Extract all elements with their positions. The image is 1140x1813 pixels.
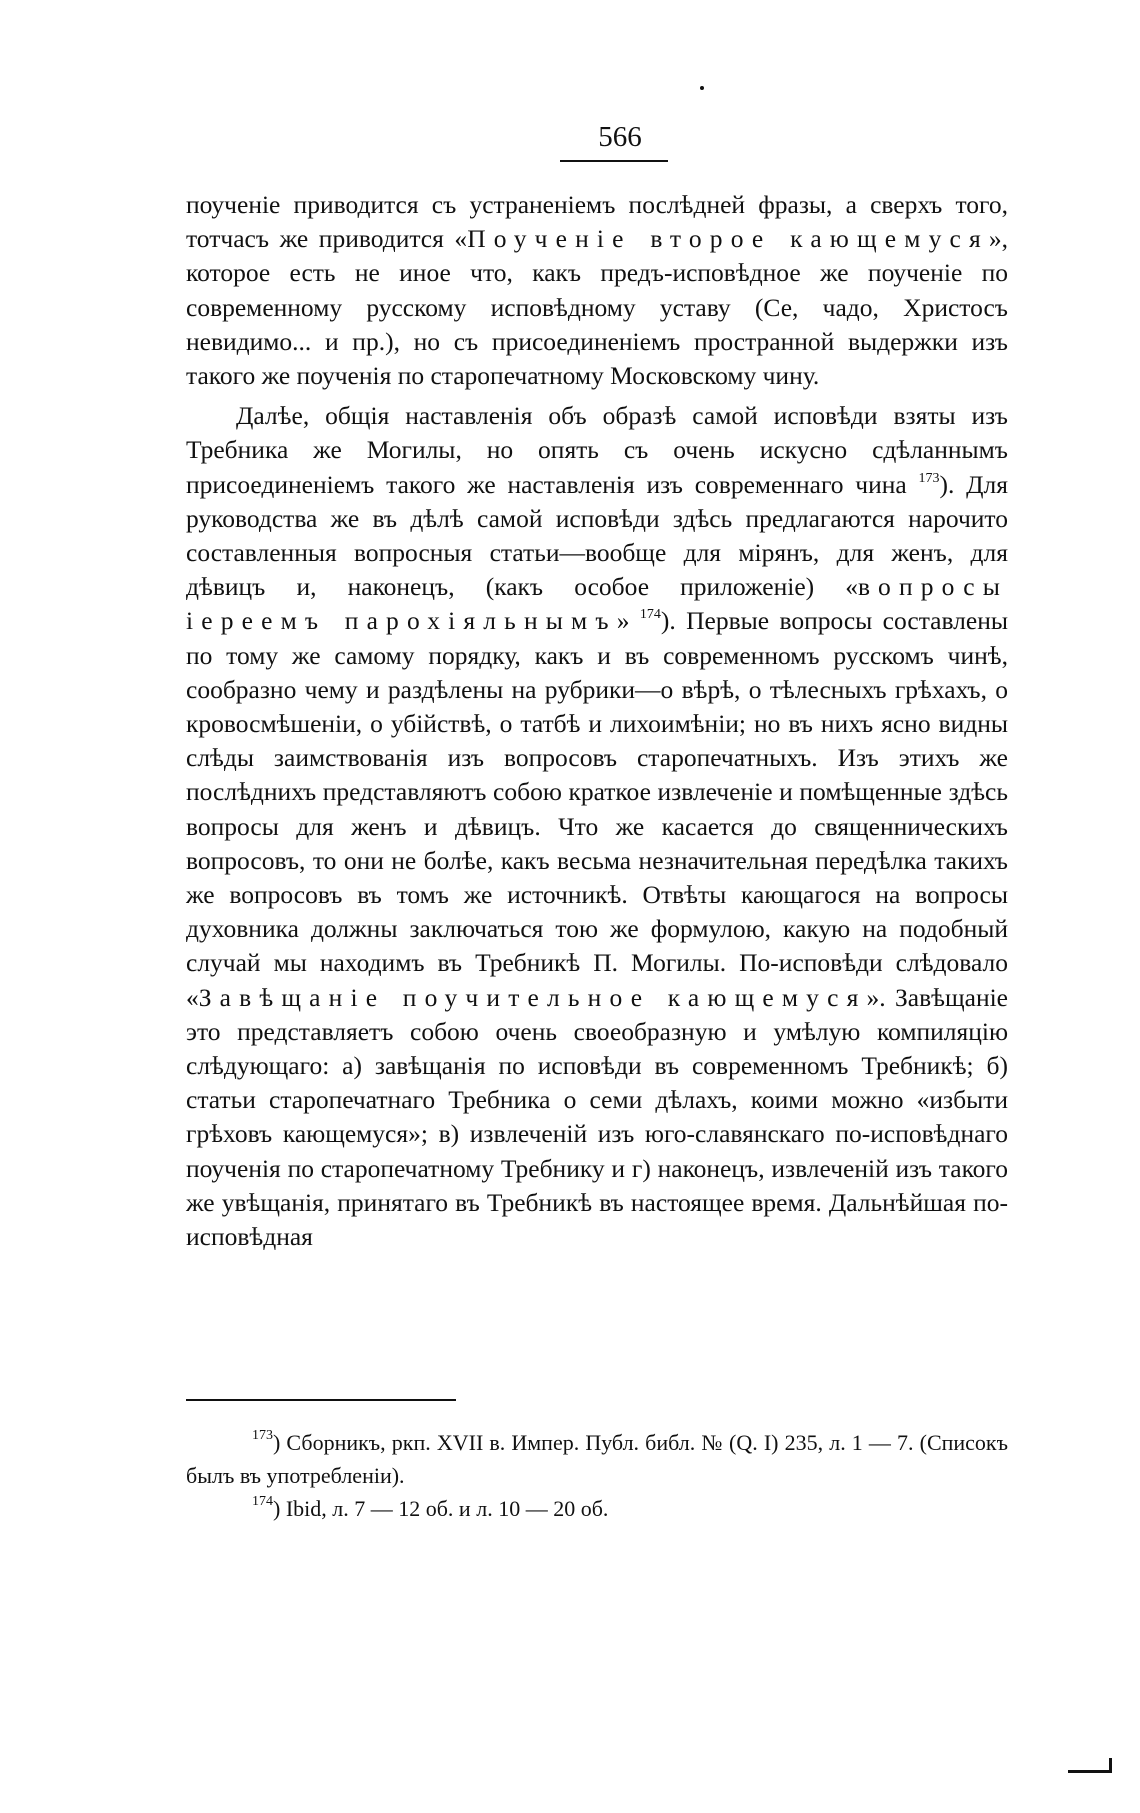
- spaced-title: Завѣщаніе поучительное кающемуся: [198, 982, 867, 1012]
- text-run: », которое есть не иное что, какъ предъ-исповѣдное же поученіе по современному русскому исповѣдному уставу (Се, чадо, Христосъ невидимо... и пр.), но съ присоединеніемъ пространной выдержки изъ такого же поученія по старопечатному Московскому чину.: [186, 224, 1008, 391]
- text-run: »: [616, 606, 640, 636]
- spaced-title: вопросы іереемъ парохіяльнымъ: [186, 572, 1008, 636]
- footnote-text: ) Сборникъ, ркп. XVII в. Импер. Публ. библ. № (Q. I) 235, л. 1 — 7. (Списокъ былъ въ употребленіи).: [186, 1430, 1008, 1488]
- ink-dot: [700, 86, 704, 90]
- footnote-number: 174: [252, 1494, 273, 1509]
- body-text: [186, 188, 1008, 1254]
- footnote-174: [186, 1492, 1008, 1525]
- text-run: ». Завѣщаніе это представляетъ собою очень своеобразную и умѣлую компиляцію слѣдующаго: а) завѣщанія по исповѣди въ современномъ Требникѣ; б) статьи старопечатнаго Требника о семи дѣлахъ, коими можно «избыти грѣховъ кающемуся»; в) извлеченій изъ юго-славянскаго по-исповѣднаго поученія по старопечатному Требнику и г) наконецъ, извлеченій изъ такого же увѣщанія, принятаго въ Требникѣ въ настоящее время. Дальнѣйшая по-исповѣдная: [186, 982, 1009, 1252]
- page-number-rule: [560, 160, 668, 162]
- page-number: 566: [598, 121, 642, 153]
- text-run: поученіе приводится съ устраненіемъ послѣдней фразы, а сверхъ того, тотчасъ же приводится «: [186, 190, 1008, 254]
- footnote-ref-174[interactable]: 174: [639, 607, 661, 623]
- corner-mark: [1068, 1770, 1112, 1773]
- paragraph: [186, 399, 1008, 1254]
- footnote-173: [186, 1426, 1008, 1492]
- paragraph: [186, 188, 1008, 393]
- footnote-rule: [186, 1399, 456, 1401]
- footnote-ref-173[interactable]: 173: [918, 470, 940, 486]
- text-run: ). Первые вопросы составлены по тому же самому порядку, какъ и въ современномъ русскомъ чинѣ, сообразно чему и раздѣлены на рубрики—о вѣрѣ, о тѣлесныхъ грѣхахъ, о кровосмѣшеніи, о убійствѣ, о татбѣ и лихоимѣніи; но въ нихъ ясно видны слѣды заимствованія изъ вопросовъ старопечатныхъ. Изъ этихъ же послѣднихъ представляютъ собою краткое извлеченіе и помѣщенные здѣсь вопросы для женъ и дѣвицъ. Что же касается до священническихъ вопросовъ, то они не болѣе, какъ весьма незначительная передѣлка такихъ же вопросовъ въ томъ же источникѣ. Отвѣты кающагося на вопросы духовника должны заключаться тою же формулою, какую на подобный случай мы находимъ въ Требникѣ П. Могилы. По-исповѣди слѣдовало «: [186, 606, 1008, 1012]
- footnotes: [186, 1426, 1008, 1525]
- spaced-title: Поученіе второе кающемуся: [467, 224, 989, 254]
- footnote-number: 173: [252, 1428, 273, 1443]
- footnote-text: ) Ibid, л. 7 — 12 об. и л. 10 — 20 об.: [273, 1496, 609, 1521]
- text-run: ). Для руководства же въ дѣлѣ самой исповѣди здѣсь предлагаются нарочито составленныя вопросныя статьи—вообще для мірянъ, для женъ, для дѣвицъ и, наконецъ, (какъ особое приложеніе) «: [186, 469, 1008, 602]
- text-run: Далѣе, общія наставленія объ образѣ самой исповѣди взяты изъ Требника же Могилы, но опять съ очень искусно сдѣланнымъ присоединеніемъ такого же наставленія изъ современнаго чина: [186, 401, 1008, 499]
